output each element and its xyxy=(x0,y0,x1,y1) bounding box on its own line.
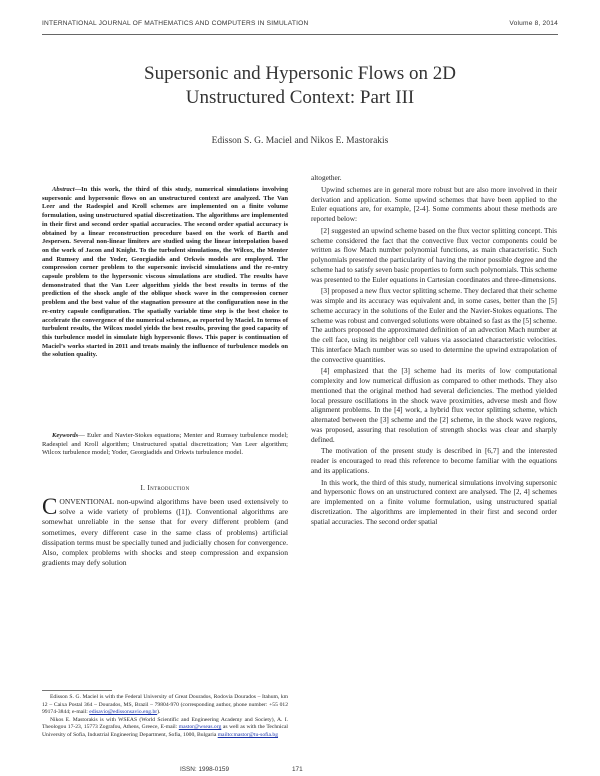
header-rule xyxy=(42,34,558,35)
introduction-text xyxy=(42,494,288,572)
footnote-2: Nikos E. Mastorakis is with WSEAS (World Scientific and Engineering Academy and Society), A. I. Theologou 17-23, 15773 Zografou, Athens, Greece, E-mail: mastor@wseas.org as well as with the Technical University of Sofia, Industrial Engineering Department, Sofia, 1000, Bulgaria mailto:mastor@tu-sofia.bg xyxy=(42,716,288,738)
keywords xyxy=(42,432,288,458)
abstract xyxy=(42,186,288,360)
email-link-mastorakis-sofia[interactable]: mailto:mastor@tu-sofia.bg xyxy=(217,731,279,738)
right-paragraph: Upwind schemes are in general more robust but are also more involved in their derivation and application. Some upwind schemes that have been applied to the Euler equations are, for example, [2-4]. Some comments about these methods are reported below: xyxy=(311,184,557,223)
journal-name: INTERNATIONAL JOURNAL OF MATHEMATICS AND COMPUTERS IN SIMULATION xyxy=(42,20,309,27)
paper-title xyxy=(40,62,560,110)
section-heading xyxy=(42,484,288,492)
right-paragraph: [4] emphasized that the [3] scheme had its merits of low computational complexity and low numerical diffusion as compared to other methods. They also mentioned that the original method had several deficiencies. The method yielded local pressure oscillations in the shock wave proximities, adverse mesh and flow alignment problems. In the [4] work, a hybrid flux vector splitting scheme, which alternated between the [3] scheme and the [2] scheme, in the shock wave regions, was proposed, assuring that resolution of strength shocks was clear and sharply defined. xyxy=(311,366,557,444)
intro-paragraph: ONVENTIONAL non-upwind algorithms have been used extensively to solve a wide variety of problems ([1]). Conventional algorithms are somewhat unreliable in the sense that for every different problem (and sometimes, every different case in the same class of problems) artificial dissipation terms must be specially tuned and judicially chosen for convergence. Also, complex problems with shocks and steep compression and expansion gradients may defy solution xyxy=(42,497,288,568)
footnote-1: Edisson S. G. Maciel is with the Federal University of Great Dourados, Rodovia Dourados – Itahum, km 12 – Caixa Postal 364 – Dourados, MS, Brazil – 79804-970 (corresponding author, phone number: +55 012 99174-3844; e-mail: edisavio@edissonsavio.eng.br). xyxy=(42,694,288,716)
abstract-label: Abstract xyxy=(52,186,75,193)
title-line-1: Supersonic and Hypersonic Flows on 2D xyxy=(144,63,456,84)
footnotes xyxy=(42,694,288,740)
right-paragraph: In this work, the third of this study, numerical simulations involving supersonic and hypersonic flows on an unstructured context are analysed. The [2, 4] schemes are implemented on a finite volume formulation, using unstructured spatial discretization. The algorithms are implemented in their first and second order spatial accuracies. The second order spatial xyxy=(311,477,557,526)
right-paragraph: The motivation of the present study is described in [6,7] and the interested reader is encouraged to read this reference to become familiar with the equations and its applications. xyxy=(311,446,557,475)
keywords-label: Keywords xyxy=(52,432,79,439)
authors: Edisson S. G. Maciel and Nikos E. Mastorakis xyxy=(211,136,389,146)
right-paragraph: altogether. xyxy=(311,173,342,182)
footnote-rule xyxy=(42,690,112,691)
title-line-2: Unstructured Context: Part III xyxy=(185,87,415,108)
email-link-mastorakis[interactable]: mastor@wseas.org xyxy=(178,724,222,731)
right-column xyxy=(311,173,557,528)
keywords-text: — Euler and Navier-Stokes equations; Menter and Rumsey turbulence model; Radespiel and Kroll algorithm; Unstructured spatial discretization; Van Leer algorithm; Wilcox turbulence model; Yoder, Georgiadids and Orkwis turbulence model. xyxy=(42,432,288,457)
page-number: 171 xyxy=(292,766,303,773)
right-paragraph: [3] proposed a new flux vector splitting scheme. They declared that their scheme was simple and its accuracy was equivalent and, in some cases, better than the [5] scheme accuracy in the solutions of the Euler and the Navier-Stokes equations. The scheme was robust and converged solutions were obtained so fast as the [5] scheme. The authors proposed the approximated definition of an advection Mach number at the cell face, using its neighbor cell values via associated characteristic velocities. This interface Mach number was so used to determine the upwind extrapolation of the convective quantities. xyxy=(311,286,557,364)
right-paragraph: [2] suggested an upwind scheme based on the flux vector splitting concept. This scheme considered the fact that the convective flux vector components could be written as flow Mach number polynomial functions, as main characteristic. Such polynomials presented the particularity of having the minor possible degree and the scheme had to satisfy seven basic properties to form such polynomials. This scheme was presented to the Euler equations in Cartesian coordinates and three-dimensions. xyxy=(311,225,557,284)
drop-cap: C xyxy=(42,494,58,519)
volume-label: Volume 8, 2014 xyxy=(509,20,558,27)
email-link-maciel[interactable]: edisavio@edissonsavio.eng.br xyxy=(89,709,158,716)
section-title: Introduction xyxy=(147,484,190,492)
abstract-text: —In this work, the third of this study, numerical simulations involving supersonic and hypersonic flows on an unstructured context are analyzed. The Van Leer and the Radespiel and Kroll schemes are implemented on a finite volume formulation, using unstructured spatial discretization. The algorithms are implemented in their first and second order spatial accuracies. The second order spatial accuracy is obtained by a linear reconstruction procedure based on the work of Barth and Jespersen. Several non-linear limiters are studied using the linear interpolation based on the work of Jacon and Knight. To the turbulent simulations, the Wilcox, the Menter and Rumsey and the Yoder, Georgiadids and Orkwis models are employed. The compression corner problem to the supersonic inviscid simulations and the re-entry capsule problem to the hypersonic viscous simulations are studied. The results have demonstrated that the Van Leer algorithm yields the best results in terms of the prediction of the shock angle of the oblique shock wave in the compression corner problem and the best value of the stagnation pressure at the configuration nose in the re-entry capsule configuration. The spatially variable time step is the best choice to accelerate the convergence of the numerical schemes, as reported by Maciel. In terms of turbulent results, the Wilcox model yields the best results, proving the good capacity of this turbulence model in simulate high hypersonic flows. This paper is continuation of Maciel’s works started in 2011 and treats mainly the influence of turbulence models on the solution quality. xyxy=(42,186,288,359)
section-number: I. xyxy=(140,484,146,492)
issn: ISSN: 1998-0159 xyxy=(180,766,230,773)
